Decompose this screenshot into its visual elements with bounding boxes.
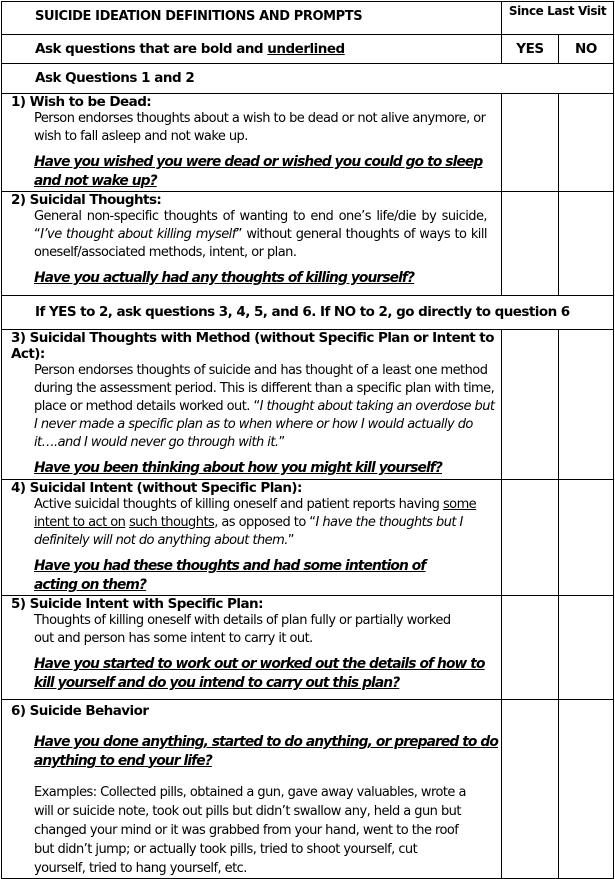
question-row-1	[2, 94, 614, 192]
question-row-5	[2, 596, 614, 700]
question-cell	[2, 700, 502, 879]
q6-no-checkbox[interactable]	[559, 700, 614, 879]
form-title-cell	[2, 2, 502, 35]
definition-text: ”	[278, 435, 285, 450]
q1-yes-checkbox[interactable]	[502, 94, 559, 192]
question-cell	[2, 596, 502, 700]
question-cell	[2, 192, 502, 296]
question-prompt: Have you been thinking about how you might kill yourself?	[34, 460, 443, 476]
question-title: 3) Suicidal Thoughts with Method (without Specific Plan or Intent to Act):	[11, 330, 494, 362]
question-definition	[11, 496, 501, 550]
q4-yes-checkbox[interactable]	[502, 480, 559, 596]
header-row	[2, 2, 614, 35]
section-row-ask-1-2	[2, 64, 614, 94]
instruction-cell	[2, 35, 502, 64]
q3-no-checkbox[interactable]	[559, 330, 614, 480]
question-row-4	[2, 480, 614, 596]
question-definition	[11, 208, 501, 262]
question-title: 2) Suicidal Thoughts:	[11, 192, 162, 208]
no-column-header: NO	[559, 35, 614, 64]
definition-text: Active suicidal thoughts of killing oneself and patient reports having	[34, 497, 443, 512]
section-row-branch	[2, 296, 614, 330]
question-row-6	[2, 700, 614, 879]
question-prompt	[11, 655, 501, 693]
since-last-visit-cell	[502, 2, 614, 35]
q5-no-checkbox[interactable]	[559, 596, 614, 700]
q2-no-checkbox[interactable]	[559, 192, 614, 296]
instruction-prefix: Ask questions that are bold and	[35, 41, 268, 57]
q3-yes-checkbox[interactable]	[502, 330, 559, 480]
branch-instruction: If YES to 2, ask questions 3, 4, 5, and 6. If NO to 2, go directly to question 6	[35, 304, 570, 320]
prompt-part: Have you done anything, started to do anything, or prepared to do anything to end	[34, 734, 498, 769]
yes-column-header: YES	[502, 35, 559, 64]
prompt-part: Have you started to work out or worked out the details of how to kill yourself and	[34, 656, 485, 691]
instruction-row	[2, 35, 614, 64]
q1-no-checkbox[interactable]	[559, 94, 614, 192]
question-prompt: Have you wished you were dead or wished you could go to sleep and not wake up?	[34, 154, 483, 189]
question-title: 5) Suicide Intent with Specific Plan:	[11, 596, 263, 612]
question-definition: Thoughts of killing oneself with details of plan fully or partially worked out and person has some intent to carry it out.	[34, 613, 451, 646]
question-prompt	[11, 733, 501, 771]
instruction-text	[2, 35, 501, 63]
definition-underlined: such thoughts	[128, 515, 215, 530]
question-prompt: Have you had these thoughts and had some intention of acting on them?	[34, 558, 426, 593]
question-title: 1) Wish to be Dead:	[11, 94, 152, 110]
question-definition: Person endorses thoughts about a wish to be dead or not alive anymore, or wish to fall asleep and not wake up.	[34, 111, 486, 144]
question-row-2	[2, 192, 614, 296]
q4-no-checkbox[interactable]	[559, 480, 614, 596]
question-row-3	[2, 330, 614, 480]
behavior-examples: Examples: Collected pills, obtained a gun, gave away valuables, wrote a will or suicide note, took out pills but didn’t swallow any, held a gun but changed your mind or it was grabbed from your hand, went to the roof but didn’t jump; or actually took pills, tried to shoot yourself, cut yourself, tried to hang yourself, etc.	[34, 785, 466, 876]
prompt-part: your life?	[148, 753, 212, 769]
question-cell	[2, 94, 502, 192]
q6-yes-checkbox[interactable]	[502, 700, 559, 879]
definition-quote: I’ve thought about killing myself	[40, 227, 236, 242]
suicide-ideation-form	[1, 1, 613, 879]
prompt-part: do you intend to carry out this plan?	[147, 675, 400, 691]
definition-text: ”	[287, 533, 294, 548]
ideation-table	[1, 1, 614, 879]
definition-text: ” without general thoughts of ways to kill oneself/associated methods, intent, or plan.	[34, 227, 487, 260]
definition-underlined: some intent to act on	[34, 497, 477, 530]
question-cell	[2, 330, 502, 480]
question-prompt: Have you actually had any thoughts of killing yourself?	[34, 270, 415, 286]
q2-yes-checkbox[interactable]	[502, 192, 559, 296]
question-title: 6) Suicide Behavior	[11, 703, 149, 719]
q5-yes-checkbox[interactable]	[502, 596, 559, 700]
definition-quote: I thought about taking an overdose but I never made a specific plan as to when where or how I would actually do it….and I would never go through with it.	[34, 399, 495, 450]
definition-text: , as opposed to “	[214, 515, 316, 530]
definition-text: Person endorses thoughts of suicide and has thought of a least one method during the assessment period. This is different than a specific plan with time, place or method details worked out. “	[34, 363, 495, 414]
form-title: SUICIDE IDEATION DEFINITIONS AND PROMPTS	[35, 9, 363, 24]
instruction-underlined: underlined	[267, 41, 345, 57]
question-cell	[2, 480, 502, 596]
question-title: 4) Suicidal Intent (without Specific Plan):	[11, 480, 302, 496]
section-cell	[2, 296, 614, 330]
question-definition	[11, 362, 501, 452]
section-heading: Ask Questions 1 and 2	[35, 70, 195, 86]
definition-quote: I have the thoughts but I definitely will not do anything about them.	[34, 515, 463, 548]
section-cell	[2, 64, 614, 94]
definition-text: General non-specific thoughts of wanting to end one’s life/die by suicide, “	[34, 209, 487, 242]
since-last-visit-label: Since Last Visit	[508, 4, 607, 18]
